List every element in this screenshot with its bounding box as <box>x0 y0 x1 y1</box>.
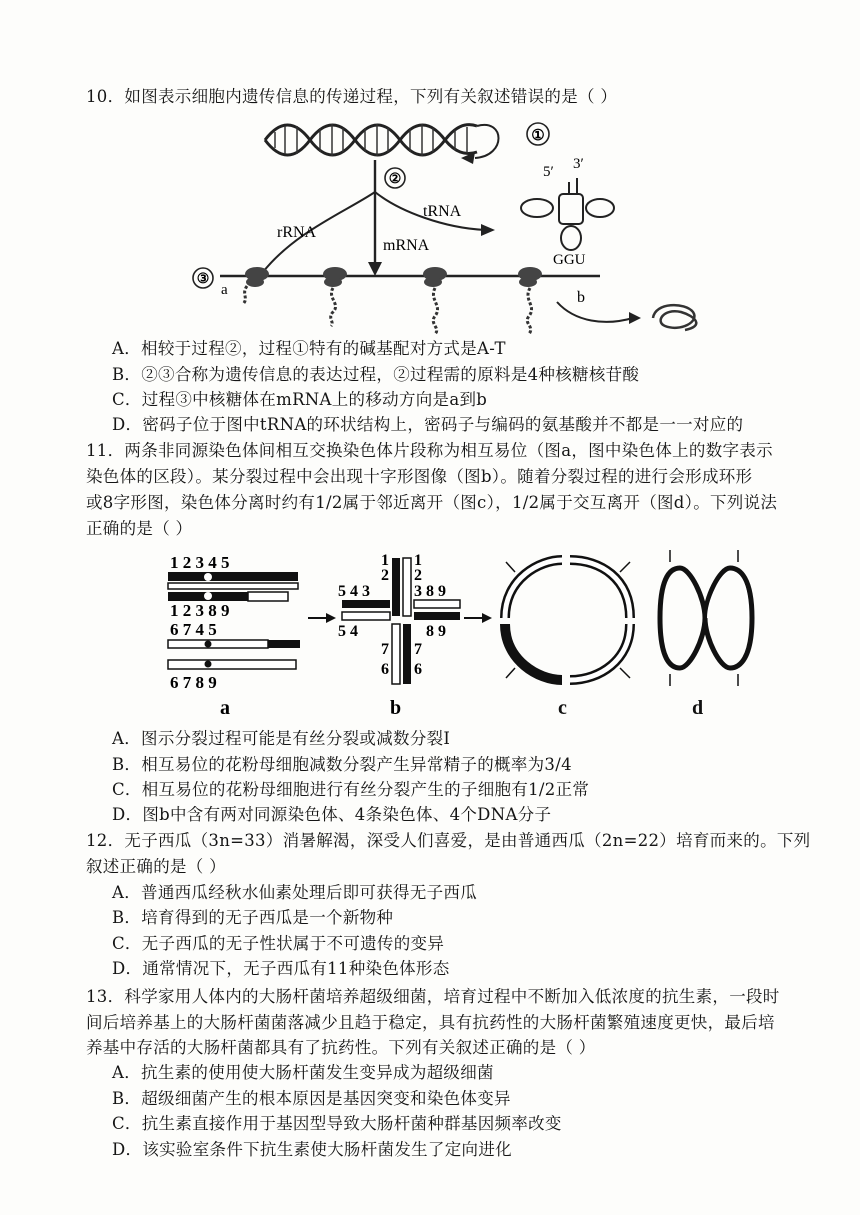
q12-option-c: C．无子西瓜的无子性状属于不可遗传的变异 <box>112 934 445 953</box>
figure-d <box>660 550 752 719</box>
svg-text:b: b <box>390 697 402 719</box>
svg-text:6: 6 <box>381 661 389 678</box>
q10-option-d: D．密码子位于图中tRNA的环状结构上，密码子与编码的氨基酸并不都是一一对应的 <box>112 415 744 434</box>
q11-option-a: A．图示分裂过程可能是有丝分裂或减数分裂I <box>112 729 451 748</box>
svg-text:①: ① <box>531 128 545 144</box>
figure-a <box>168 553 300 719</box>
svg-text:d: d <box>692 697 704 719</box>
q12-option-d: D．通常情况下，无子西瓜有11种染色体形态 <box>112 959 450 978</box>
q11-stem-line-1: 11．两条非同源染色体间相互交换染色体片段称为相互易位（图a，图中染色体上的数字表示 <box>86 441 773 460</box>
q13-stem-line-3: 养基中存活的大肠杆菌都具有了抗药性。下列有关叙述正确的是（ ） <box>86 1038 596 1057</box>
svg-text:a: a <box>221 282 228 298</box>
q10-option-b: B．②③合称为遗传信息的表达过程，②过程需的原料是4种核糖核苷酸 <box>112 365 640 384</box>
svg-text:tRNA: tRNA <box>423 203 462 220</box>
svg-text:2: 2 <box>381 567 389 584</box>
svg-text:c: c <box>558 697 567 719</box>
svg-text:3 8 9: 3 8 9 <box>414 583 446 600</box>
q12-stem-line-1: 12．无子西瓜（3n=33）消暑解渴，深受人们喜爱，是由普通西瓜（2n=22）培育而来的。下列 <box>86 831 811 850</box>
svg-text:6 7 8 9: 6 7 8 9 <box>170 673 217 692</box>
folded-protein <box>653 305 696 330</box>
svg-text:1: 1 <box>381 552 389 569</box>
q10-figure <box>185 112 725 337</box>
svg-text:5 4 3: 5 4 3 <box>338 583 370 600</box>
q10-stem: 10．如图表示细胞内遗传信息的传递过程，下列有关叙述错误的是（ ） <box>86 87 618 106</box>
svg-text:5′: 5′ <box>543 164 554 180</box>
svg-text:rRNA: rRNA <box>277 224 317 241</box>
svg-text:GGU: GGU <box>553 252 586 268</box>
svg-text:1: 1 <box>414 552 422 569</box>
svg-text:5 4: 5 4 <box>338 623 358 640</box>
q13-option-a: A．抗生素的使用使大肠杆菌发生变异成为超级细菌 <box>112 1063 494 1082</box>
svg-text:a: a <box>220 697 230 719</box>
svg-text:2: 2 <box>414 567 422 584</box>
svg-text:6: 6 <box>414 661 422 678</box>
q12-option-a: A．普通西瓜经秋水仙素处理后即可获得无子西瓜 <box>112 883 478 902</box>
q13-stem-line-2: 间后培养基上的大肠杆菌菌落减少且趋于稳定，具有抗药性的大肠杆菌繁殖速度更快，最后培 <box>86 1013 775 1032</box>
svg-text:7: 7 <box>414 641 422 658</box>
q10-option-a: A．相较于过程②，过程①特有的碱基配对方式是A-T <box>112 339 506 358</box>
q13-stem-line-1: 13．科学家用人体内的大肠杆菌培养超级细菌，培育过程中不断加入低浓度的抗生素，一段时 <box>86 987 780 1006</box>
svg-text:8 9: 8 9 <box>426 623 446 640</box>
svg-text:7: 7 <box>381 641 389 658</box>
q11-stem-line-3: 或8字形图，染色体分离时约有1/2属于邻近离开（图c），1/2属于交互离开（图d）。下列说法 <box>86 493 778 512</box>
q13-option-c: C．抗生素直接作用于基因型导致大肠杆菌种群基因频率改变 <box>112 1114 562 1133</box>
q11-option-c: C．相互易位的花粉母细胞进行有丝分裂产生的子细胞有1/2正常 <box>112 780 590 799</box>
svg-text:mRNA: mRNA <box>383 237 430 254</box>
svg-text:b: b <box>577 289 585 306</box>
q11-figure <box>160 548 760 723</box>
figure-b <box>338 552 460 719</box>
svg-text:②: ② <box>388 172 402 187</box>
svg-text:3′: 3′ <box>573 156 584 172</box>
q13-option-b: B．超级细菌产生的根本原因是基因突变和染色体变异 <box>112 1089 511 1108</box>
q11-stem-line-4: 正确的是（ ） <box>86 519 193 538</box>
svg-text:1 2 3 4 5: 1 2 3 4 5 <box>170 553 230 572</box>
q11-option-d: D．图b中含有两对同源染色体、4条染色体、4个DNA分子 <box>112 805 552 824</box>
q11-option-b: B．相互易位的花粉母细胞减数分裂产生异常精子的概率为3/4 <box>112 755 572 774</box>
svg-text:1 2 3 8 9: 1 2 3 8 9 <box>170 601 230 620</box>
q10-option-c: C．过程③中核糖体在mRNA上的移动方向是a到b <box>112 390 488 409</box>
figure-c <box>505 560 630 719</box>
trna-cloverleaf <box>521 178 614 250</box>
q11-stem-line-2: 染色体的区段）。某分裂过程中会出现十字形图像（图b）。随着分裂过程的进行会形成环形 <box>86 467 753 486</box>
q13-option-d: D．该实验室条件下抗生素使大肠杆菌发生了定向进化 <box>112 1140 512 1159</box>
q12-option-b: B．培育得到的无子西瓜是一个新物种 <box>112 908 394 927</box>
svg-text:6 7 4 5: 6 7 4 5 <box>170 620 217 639</box>
svg-text:③: ③ <box>196 272 210 287</box>
q12-stem-line-2: 叙述正确的是（ ） <box>86 857 226 876</box>
